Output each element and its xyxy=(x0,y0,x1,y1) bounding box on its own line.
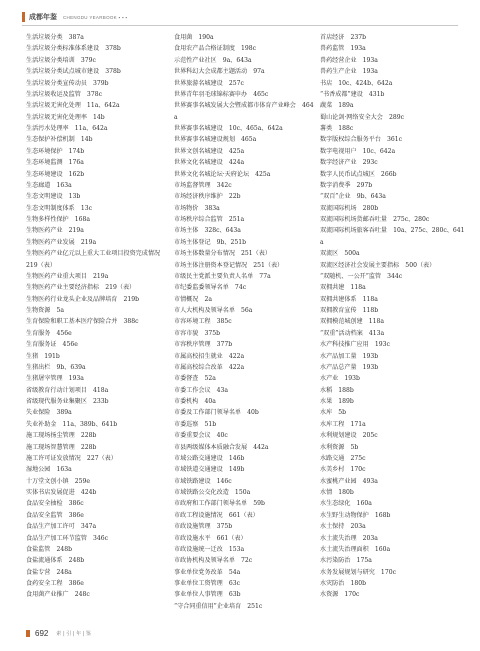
index-entry: “双重”活动档案 413a xyxy=(320,329,385,337)
index-entry: 水利规划建设 205c xyxy=(320,432,378,440)
index-entry: 蜀山论剑·网络安全大会 289c xyxy=(320,113,405,121)
index-entry: 双拥共建体系 118a xyxy=(320,295,378,303)
page-number: 692 xyxy=(35,628,49,638)
index-entry: 市委督查 52a xyxy=(174,375,216,383)
index-entry: 生物医药产业发展 219a xyxy=(26,238,97,246)
index-entry: 食盐监管 248b xyxy=(26,545,73,553)
index-column-2 xyxy=(174,32,314,612)
index-entry: 水土流失治理 203a xyxy=(320,534,378,542)
index-entry: 水产品加工量 193b xyxy=(320,352,379,360)
footer-section-label: 索 | 引 | 年 | 鉴 xyxy=(56,630,91,637)
index-entry: 市委工作会议 43a xyxy=(174,386,229,394)
index-entry: “书香成都”建设 431b xyxy=(320,90,385,98)
index-entry: 市场主体注册资本登记情况 251（表） xyxy=(174,261,284,269)
index-entry: 世界文化名城建设 424a xyxy=(174,159,245,167)
index-entry: 市域铁路建设 146c xyxy=(174,477,232,485)
index-entry: 市场秩序综合监管 251a xyxy=(174,216,245,223)
yearbook-subtitle: CHENGDU YEARBOOK ▪ ▪ ▪ xyxy=(63,14,128,20)
index-entry: 市场主体 328c、643a xyxy=(174,227,241,235)
index-entry: 水土保持 203a xyxy=(320,523,366,531)
index-entry: 兽药监管 193a xyxy=(320,45,366,53)
index-entry: 生育服务证 456e xyxy=(26,341,78,349)
index-entry: 生态廊道 163a xyxy=(26,181,72,189)
index-columns xyxy=(26,32,466,624)
index-entry: 食品生产加工许可 347a xyxy=(26,523,97,531)
index-entry: 水稻 188b xyxy=(320,386,354,394)
index-entry: 生活垃圾分类标准体系建设 378b xyxy=(26,45,121,53)
index-entry: 首店经济 237b xyxy=(320,34,367,41)
index-entry: 市政设施管理 375b xyxy=(174,523,233,531)
page-footer xyxy=(26,628,91,638)
index-entry: 双流区 500a xyxy=(320,250,360,258)
index-entry: 市委及工作部门领导名单 40b xyxy=(174,409,259,417)
index-entry: 失业补助金 11a、389b、641b xyxy=(26,420,118,428)
index-entry: 市场监督管理 342c xyxy=(174,181,232,189)
index-entry: 水情 180b xyxy=(320,489,354,496)
index-entry: 市域铁路公交化改造 150a xyxy=(174,489,251,496)
index-entry: 生活垃圾无害化处理率 14b xyxy=(26,113,105,121)
index-entry: 市域铁道交通建设 149b xyxy=(174,466,245,474)
index-entry: 市政工程设施情况 661（表） xyxy=(174,511,259,519)
header-divider xyxy=(22,25,458,26)
index-entry: 生态环境监测 176a xyxy=(26,159,84,167)
index-entry: 生育保险和职工基本医疗保险合并 388c xyxy=(26,318,139,326)
index-entry: 水库工程 171a xyxy=(320,420,366,428)
index-entry: 水产业 193b xyxy=(320,375,360,383)
index-entry: “守合同重信用”企业培育 251c xyxy=(174,602,263,610)
index-entry: 施工现场智慧管理 228b xyxy=(26,443,97,451)
index-entry: 生活垃圾收运及监管 378c xyxy=(26,90,102,98)
index-entry: 市容环境工程 385c xyxy=(174,318,232,326)
index-entry: 食盐流通体系 248b xyxy=(26,557,85,565)
index-entry: 水利资源 5b xyxy=(320,443,359,451)
index-entry: 水路交通 275c xyxy=(320,454,366,462)
index-entry: 数字消费季 297b xyxy=(320,181,373,189)
index-entry: 市纪委监委领导名单 74c xyxy=(174,284,247,292)
footer-accent-mark xyxy=(26,630,30,637)
index-entry: 食用菌 190a xyxy=(174,34,214,41)
index-entry: 市政府和工作部门领导名单 59b xyxy=(174,500,265,508)
index-entry: 世界文化名城论坛·天府论坛 425a xyxy=(174,170,271,178)
index-entry: 双流国际机场货邮吞吐量 275c、280c xyxy=(320,216,430,223)
index-entry: 事业单位党务改革 54a xyxy=(174,568,241,576)
index-entry: 蔬菜 189a xyxy=(320,102,354,110)
index-entry: 市场主体数量分布情况 251（表） xyxy=(174,250,271,258)
index-entry: 双拥模范城创建 118a xyxy=(320,318,385,326)
index-entry: 市容秩序管理 377b xyxy=(174,341,233,349)
index-entry: 生物多样性保护 168a xyxy=(26,216,91,223)
index-entry: 生活垃圾无害化处理 11a、642a xyxy=(26,102,120,110)
index-entry: 生物资源 5a xyxy=(26,307,64,314)
index-entry: 生态环境建设 162b xyxy=(26,170,85,178)
index-entry: 食品安全监管 386e xyxy=(26,511,84,519)
index-entry: 生活污水处理率 11a、642a xyxy=(26,125,108,132)
index-entry: 食用菌产业推广 248c xyxy=(26,591,90,599)
index-entry: 生活垃圾分类宣传动员 379b xyxy=(26,79,109,87)
index-entry: 数字人民币试点城区 266b xyxy=(320,170,397,178)
index-entry: 生物医药产业重大项目 219a xyxy=(26,272,109,280)
index-entry: 双流区经济社会发展主要指标 500（表） xyxy=(320,261,436,269)
index-entry: 生态文明制度体系 13c xyxy=(26,204,93,212)
index-entry: 双流国际机场旅客吞吐量 10a、275c、280c、641a xyxy=(320,227,465,246)
index-entry: 市级民主党派主要负责人名单 77a xyxy=(174,272,271,280)
index-entry: 食品安全抽检 386c xyxy=(26,500,84,508)
index-entry: 世界赛事名城建设 10c、465a、642a xyxy=(174,125,283,132)
index-entry: 水果 189b xyxy=(320,398,354,405)
index-entry: 事业单位人事管理 63b xyxy=(174,591,241,599)
index-entry: 示范性产业社区 9a、643a xyxy=(174,56,252,64)
index-entry: 生态保护补偿机制 14b xyxy=(26,136,93,144)
index-entry: 数字版权综合服务平台 361c xyxy=(320,136,403,144)
index-entry: 双拥共建 118a xyxy=(320,284,366,292)
index-entry: 世界赛事名城发展大会暨成都市体育产业峰会 464a xyxy=(174,102,314,121)
index-entry: 世界文创名城建设 425a xyxy=(174,147,245,155)
index-entry: 市属高校综合改革 422a xyxy=(174,363,245,371)
index-entry: 世界赛事名城建设规划 465a xyxy=(174,136,257,144)
index-entry: 施工许可证发放情况 227（表） xyxy=(26,454,117,462)
index-entry: “双随机、一公开”监管 344c xyxy=(320,272,403,280)
index-entry: 市委巡察 51b xyxy=(174,420,217,428)
index-entry: 食品生产加工环节监管 346c xyxy=(26,534,109,542)
index-entry: 生物医药产业主要经济指标 219（表） xyxy=(26,284,136,292)
index-entry: 水灾防治 180b xyxy=(320,580,367,587)
index-entry: 兽药生产企业 193a xyxy=(320,68,378,76)
index-entry: 市属高校招生就业 422a xyxy=(174,352,245,360)
index-entry: 市委机构 40a xyxy=(174,398,216,405)
index-entry: 数字电视用户 10c、642a xyxy=(320,147,396,155)
index-entry: 兽药经营企业 193a xyxy=(320,56,378,64)
index-entry: 市委重要会议 40c xyxy=(174,432,228,440)
index-entry: 生育服务 456e xyxy=(26,329,72,337)
index-column-3 xyxy=(320,32,466,601)
index-entry: 生物医药产业 219a xyxy=(26,227,84,235)
index-entry: 水产科技推广应用 193c xyxy=(320,341,390,349)
index-entry: 世界科幻大会成都主题活动 97a xyxy=(174,68,265,76)
page-header xyxy=(22,10,127,24)
index-entry: 湿地公园 163a xyxy=(26,466,72,474)
index-entry: 食用农产品合格证制度 198c xyxy=(174,45,257,53)
index-column-1 xyxy=(26,32,167,601)
index-entry: 水生态绿化 160a xyxy=(320,500,372,508)
index-entry: 水生野生动物保护 168b xyxy=(320,511,391,519)
index-entry: 省级教育行动计划项目 418a xyxy=(26,386,109,394)
index-entry: “双百”企业 9b、643a xyxy=(320,193,386,201)
header-accent-bar xyxy=(22,12,25,22)
index-entry: 事业单位工资管理 63c xyxy=(174,580,241,587)
index-entry: 世界旅游名城建设 257c xyxy=(174,79,244,87)
index-entry: 生活垃圾分类培训 379c xyxy=(26,56,96,64)
index-entry: 市政设施统一迁改 153a xyxy=(174,545,245,553)
index-entry: 世界青年羽毛球锦标赛申办 465c xyxy=(174,90,269,98)
index-entry: 水务发展规划与研究 170c xyxy=(320,568,396,576)
index-entry: 市政协机构及领导名单 72c xyxy=(174,557,253,565)
index-entry: 数字经济产业 293c xyxy=(320,159,378,167)
index-entry: 实体书店发展促进 424b xyxy=(26,489,97,496)
index-entry: 水污染防治 175a xyxy=(320,557,372,565)
index-entry: 施工现场扬尘管理 228b xyxy=(26,432,97,440)
index-entry: 生活垃圾分类试点城市建设 378b xyxy=(26,68,121,76)
index-entry: 书店 10c、424b、642a xyxy=(320,79,393,87)
index-entry: 双拥教育宣传 118b xyxy=(320,307,379,314)
index-entry: 双流国际机场 280b xyxy=(320,204,379,212)
index-entry: 生活垃圾分类 387a xyxy=(26,34,84,41)
index-entry: 食盐专营 248a xyxy=(26,568,72,576)
index-entry: 生猪出栏 9b、639a xyxy=(26,363,86,371)
index-entry: 市容市貌 375b xyxy=(174,329,221,337)
index-entry: 市场物价 383a xyxy=(174,204,220,212)
index-entry: 市情概况 2a xyxy=(174,295,212,303)
index-entry: 水产品总产量 193b xyxy=(320,363,379,371)
index-entry: 市县两级媒体本质融合发展 442a xyxy=(174,443,269,451)
index-entry: 市场主体登记 9b、251b xyxy=(174,238,247,246)
index-entry: 失业保险 389a xyxy=(26,409,72,417)
yearbook-title: 成都年鉴 xyxy=(29,13,57,21)
index-entry: 生态环境保护 174b xyxy=(26,147,85,155)
index-entry: 薯类 188c xyxy=(320,125,354,132)
index-entry: 水资源 170c xyxy=(320,591,360,599)
index-entry: 生猪 191b xyxy=(26,352,60,360)
index-entry: 十万堂文创小镇 259e xyxy=(26,477,90,485)
index-entry: 食药安全工程 386e xyxy=(26,580,84,587)
index-entry: 生物医药产业亿元以上重大工业项目投资完成情况 219（表） xyxy=(26,250,167,269)
index-entry: 水土流失治理面积 160a xyxy=(320,545,391,553)
index-entry: 省级现代服务业集聚区 233b xyxy=(26,398,109,405)
index-entry: 市人大机构及领导名单 56a xyxy=(174,307,253,314)
index-entry: 市场经济秩序维护 22b xyxy=(174,193,241,201)
index-entry: 市域公路交通建设 146b xyxy=(174,454,245,462)
index-entry: 水库 5b xyxy=(320,409,347,417)
index-entry: 生态文明建设 13b xyxy=(26,193,81,201)
index-entry: 市政设施水平 661（表） xyxy=(174,534,247,542)
index-entry: 生猪屠宰管理 193a xyxy=(26,375,84,383)
index-entry: 生物医药行业龙头企业及品牌培育 219b xyxy=(26,295,140,303)
index-entry: 水蜜桃产业园 493a xyxy=(320,477,378,485)
index-entry: 水美乡村 170c xyxy=(320,466,366,474)
